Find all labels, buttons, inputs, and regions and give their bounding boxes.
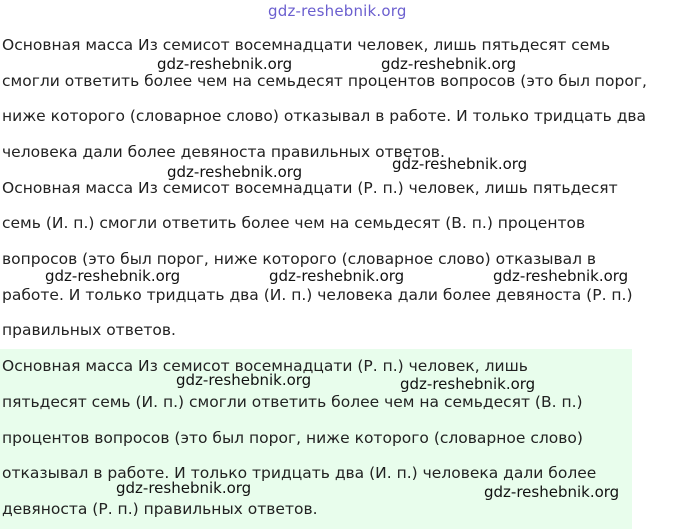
paragraph1-line: Основная масса Из семисот восемнадцати человек, лишь пятьдесят семь bbox=[2, 36, 611, 54]
watermark-text: gdz-reshebnik.org bbox=[381, 55, 517, 73]
watermark-text: gdz-reshebnik.org bbox=[157, 55, 293, 73]
paragraph1-line: человека дали более девяноста правильных ответов. bbox=[2, 143, 445, 161]
paragraph3-line: пятьдесят семь (И. п.) смогли ответить более чем на семьдесят (В. п.) bbox=[2, 393, 583, 411]
paragraph2-line: Основная масса Из семисот восемнадцати (Р. п.) человек, лишь пятьдесят bbox=[2, 179, 618, 197]
paragraph2-line: правильных ответов. bbox=[2, 321, 176, 339]
watermark-text: gdz-reshebnik.org bbox=[45, 267, 181, 285]
paragraph2-line: вопросов (это был порог, ниже которого (словарное слово) отказывал в bbox=[2, 250, 597, 268]
watermark-text: gdz-reshebnik.org bbox=[116, 479, 252, 497]
watermark-text: gdz-reshebnik.org bbox=[392, 155, 528, 173]
watermark-text: gdz-reshebnik.org bbox=[176, 371, 312, 389]
paragraph3-line: отказывал в работе. И только тридцать два (И. п.) человека дали более bbox=[2, 464, 597, 482]
paragraph3-line: Основная масса Из семисот восемнадцати (Р. п.) человек, лишь bbox=[2, 357, 528, 375]
watermark-text: gdz-reshebnik.org bbox=[269, 267, 405, 285]
watermark-text: gdz-reshebnik.org bbox=[400, 375, 536, 393]
paragraph3-line: процентов вопросов (это был порог, ниже которого (словарное слово) bbox=[2, 429, 583, 447]
paragraph3-line: девяноста (Р. п.) правильных ответов. bbox=[2, 500, 318, 518]
paragraph2-line: семь (И. п.) смогли ответить более чем на семьдесят (В. п.) процентов bbox=[2, 214, 586, 232]
watermark-text: gdz-reshebnik.org bbox=[484, 483, 620, 501]
paragraph1-line: ниже которого (словарное слово) отказывал в работе. И только тридцать два bbox=[2, 107, 647, 125]
paragraph1-line: смогли ответить более чем на семьдесят процентов вопросов (это был порог, bbox=[2, 72, 647, 90]
watermark-text: gdz-reshebnik.org bbox=[167, 163, 303, 181]
watermark-text: gdz-reshebnik.org bbox=[493, 267, 629, 285]
site-watermark-link[interactable]: gdz-reshebnik.org bbox=[268, 2, 407, 20]
paragraph2-line: работе. И только тридцать два (И. п.) человека дали более девяноста (Р. п.) bbox=[2, 286, 633, 304]
